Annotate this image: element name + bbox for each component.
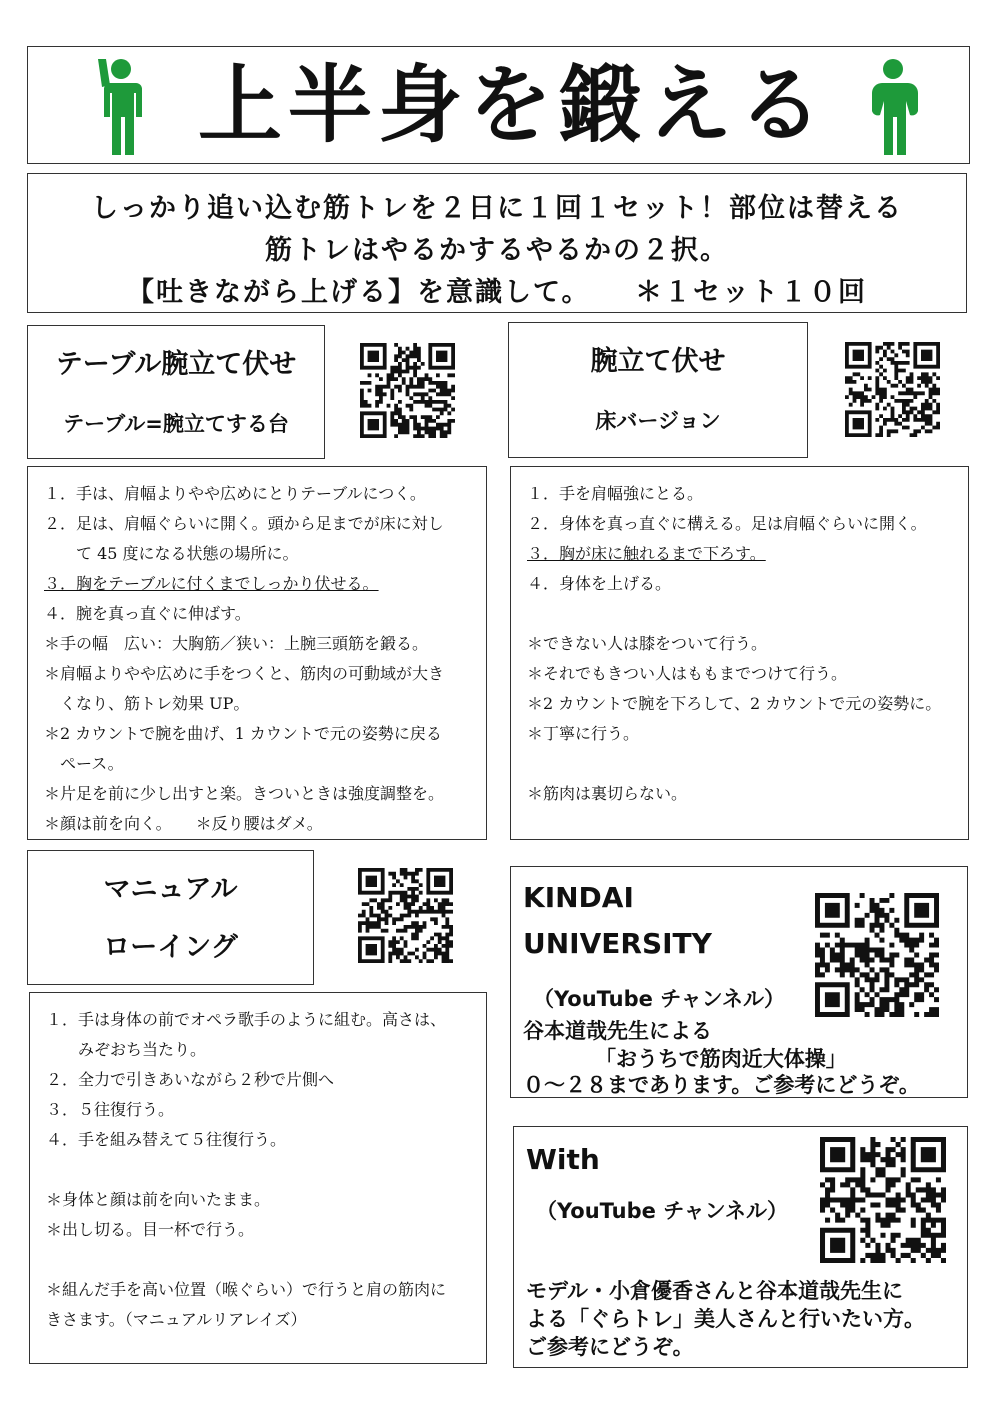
instruction-line: くなり、筋トレ効果 UP。 (44, 694, 250, 713)
with-youtube-box (513, 1126, 968, 1368)
page-title: 上半身を鍛える (198, 56, 829, 154)
channel-label: （YouTube チャンネル） (533, 987, 785, 1011)
raised-arm-figure-icon (88, 57, 154, 157)
floor-pushup-instructions (510, 466, 969, 840)
instruction-line: ３．胸が床に触れるまで下ろす。 (527, 544, 766, 563)
instruction-line: きさます。（マニュアルリアレイズ） (46, 1310, 307, 1329)
manual-rowing-instructions (29, 992, 487, 1364)
title-banner (27, 46, 970, 164)
channel-name: UNIVERSITY (523, 927, 712, 960)
instruction-line: て 45 度になる状態の場所に。 (44, 544, 299, 563)
instruction-line: ＊肩幅よりやや広めに手をつくと、筋肉の可動域が大き (44, 664, 445, 683)
channel-desc: ０～２８まであります。ご参考にどうぞ。 (523, 1073, 920, 1097)
instruction-line: １．手は身体の前でオペラ歌手のように組む。高さは、 (46, 1010, 447, 1029)
instruction-line: ＊組んだ手を高い位置（喉ぐらい）で行うと肩の筋肉に (46, 1280, 447, 1299)
qr-code-icon[interactable] (815, 893, 939, 1017)
channel-desc: よる「ぐらトレ」美人さんと行いたい方。 (526, 1307, 925, 1331)
instruction-line: １．手は、肩幅よりやや広めにとりテーブルにつく。 (44, 484, 426, 503)
channel-label: （YouTube チャンネル） (536, 1199, 788, 1223)
instruction-line: ２．身体を真っ直ぐに構える。足は肩幅ぐらいに開く。 (527, 514, 927, 533)
qr-code-icon[interactable] (360, 343, 455, 438)
instruction-line: ４．腕を真っ直ぐに伸ばす。 (44, 604, 251, 623)
section-title: 腕立て伏せ (590, 346, 726, 377)
section-subtitle: 床バージョン (595, 409, 721, 433)
instruction-line: ＊2 カウントで腕を曲げ、1 カウントで元の姿勢に戻る (44, 724, 442, 743)
instruction-line: ＊顔は前を向く。 ＊反り腰はダメ。 (44, 814, 323, 833)
instruction-line: ＊片足を前に少し出すと楽。きついときは強度調整を。 (44, 784, 445, 803)
qr-code-icon[interactable] (358, 868, 453, 963)
intro-line: 【吐きながら上げる】を意識して。 ＊１セット１０回 (127, 277, 867, 308)
table-pushup-header (27, 325, 325, 459)
instruction-line: ＊できない人は膝をついて行う。 (527, 634, 768, 653)
channel-desc: 「おうちで筋肉近大体操」 (595, 1047, 847, 1071)
qr-code-icon[interactable] (820, 1137, 946, 1263)
channel-name: With (526, 1143, 600, 1176)
instruction-line: ＊身体と顔は前を向いたまま。 (46, 1190, 271, 1209)
instruction-line: １．手を肩幅強にとる。 (527, 484, 704, 503)
instruction-line: みぞおち当たり。 (46, 1040, 207, 1059)
instruction-line: ＊丁寧に行う。 (527, 724, 640, 743)
floor-pushup-header (508, 322, 808, 458)
flexing-figure-icon (858, 57, 928, 157)
instruction-line: ペース。 (44, 754, 124, 773)
instruction-line: ３．胸をテーブルに付くまでしっかり伏せる。 (44, 574, 379, 593)
channel-name: KINDAI (523, 881, 634, 914)
kindai-youtube-box (510, 866, 968, 1098)
instruction-line: ＊2 カウントで腕を下ろして、2 カウントで元の姿勢に。 (527, 694, 942, 713)
instruction-line: ４．手を組み替えて５往復行う。 (46, 1130, 287, 1149)
instruction-line: ＊出し切る。目一杯で行う。 (46, 1220, 255, 1239)
manual-rowing-header (27, 850, 314, 985)
instruction-line: ＊手の幅 広い：大胸筋／狭い：上腕三頭筋を鍛る。 (44, 634, 429, 653)
instruction-line: ３．５往復行う。 (46, 1100, 175, 1119)
intro-line: しっかり追い込む筋トレを２日に１回１セット！部位は替える (91, 193, 903, 224)
instruction-line: ＊筋肉は裏切らない。 (527, 784, 688, 803)
instruction-line: ４．身体を上げる。 (527, 574, 672, 593)
table-pushup-instructions (27, 466, 487, 840)
channel-desc: 谷本道哉先生による (523, 1019, 712, 1043)
section-title: ローイング (103, 932, 238, 963)
intro-line: 筋トレはやるかするやるかの２択。 (265, 235, 729, 266)
section-title: テーブル腕立て伏せ (55, 349, 297, 380)
intro-box (27, 173, 967, 313)
instruction-line: ＊それでもきつい人はももまでつけて行う。 (527, 664, 848, 683)
qr-code-icon[interactable] (845, 342, 940, 437)
channel-desc: モデル・小倉優香さんと谷本道哉先生に (526, 1279, 903, 1303)
section-subtitle: テーブル=腕立てする台 (63, 412, 289, 436)
instruction-line: ２．足は、肩幅ぐらいに開く。頭から足までが床に対し (44, 514, 444, 533)
section-title: マニュアル (103, 874, 238, 905)
channel-desc: ご参考にどうぞ。 (526, 1335, 694, 1359)
instruction-line: ２．全力で引きあいながら２秒で片側へ (46, 1070, 335, 1089)
